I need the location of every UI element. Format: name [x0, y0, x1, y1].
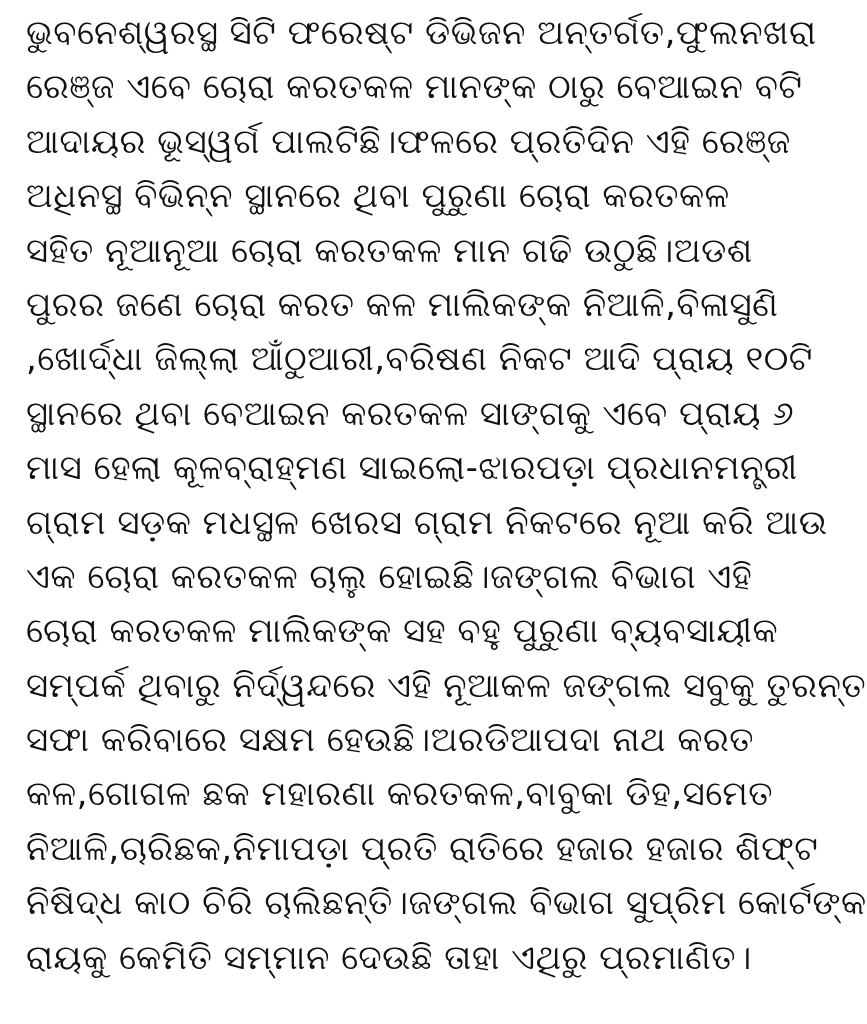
text-line-9: ମାସ ହେଲା କୂଳବ୍ରାହ୍ମଣ ସାଇଲୋ-ଝାରପଡ଼ା ପ୍ରଧାନମନ୍ତ୍ରୀ: [26, 448, 798, 489]
text-line-4: ଅଧିନସ୍ଥ ବିଭିନ୍ନ ସ୍ଥାନରେ ଥିବା ପୁରୁଣା ଚୋରା କରତକଳ: [26, 176, 730, 217]
text-line-3: ଆଦାୟର ଭୂସ୍ୱର୍ଗ ପାଲଟିଛି।ଫଳରେ ପ୍ରତିଦିନ ଏହି ରେଞ୍ଜ: [26, 121, 791, 162]
text-line-1: ଭୁବନେଶ୍ୱରସ୍ଥ ସିଟି ଫରେଷ୍ଟ ଡିଭିଜନ ଅନ୍ତର୍ଗତ,ଫୁଲନଖରା: [26, 13, 817, 53]
text-line-11: ଏକ ଚୋରା କରତକଳ ଚାଲୁ ହୋଇଛି।ଜଙ୍ଗଲ ବିଭାଗ ଏହି: [26, 556, 753, 597]
text-line-15: କଳ,ଗୋଗଳ ଛକ ମହାରଣା କରତକଳ,ବାବୁକା ଡିହ,ସମେତ: [26, 774, 774, 815]
text-line-5: ସହିତ ନୂଆନୂଆ ଚୋରା କରତକଳ ମାନ ଗଢି ଉଠୁଛି।ଅଡଶ: [26, 230, 753, 271]
text-line-13: ସମ୍ପର୍କ ଥିବାରୁ ନିର୍ଦ୍ୱନ୍ଦରେ ଏହି ନୂଆକଳ ଜଙ୍ଗଲ ସବୁକୁ ତୁରନ୍ତ: [26, 665, 867, 706]
text-line-2: ରେଞ୍ଜ ଏବେ ଚୋରା କରତକଳ ମାନଙ୍କ ଠାରୁ ବେଆଇନ ବଟି: [26, 67, 803, 108]
text-line-16: ନିଆଳି,ଚାରିଛକ,ନିମାପଡ଼ା ପ୍ରତି ରାତିରେ ହଜାର ହଜାର ଶିଫ୍ଟ: [26, 828, 819, 869]
text-line-18: ରାୟକୁ କେମିତି ସମ୍ମାନ ଦେଉଛି ତାହା ଏଥିରୁ ପ୍ରମାଣିତ।: [26, 937, 752, 978]
text-line-6: ପୁରର ଜଣେ ଚୋରା କରତ କଳ ମାଲିକଙ୍କ ନିଆଳି,ବିଳାସୁଣି: [26, 284, 779, 325]
text-line-12: ଚୋରା କରତକଳ ମାଲିକଙ୍କ ସହ ବହୁ ପୁରୁଣା ବ୍ୟବସାୟୀକ: [26, 611, 779, 652]
text-line-8: ସ୍ଥାନରେ ଥିବା ବେଆଇନ କରତକଳ ସାଙ୍ଗକୁ ଏବେ ପ୍ରାୟ ୬: [26, 393, 795, 434]
text-line-17: ନିଷିଦ୍ଧ କାଠ ଚିରି ଚାଲିଛନ୍ତି।ଜଙ୍ଗଲ ବିଭାଗ ସୁପ୍ରିମ କୋର୍ଟଙ୍କ: [26, 883, 867, 924]
text-line-7: ,ଖୋର୍ଦ୍ଧା ଜିଲ୍ଲା ଆଁଠୁଆରୀ,ବରିଷଣ ନିକଟ ଆଦି ପ୍ରାୟ ୧୦ଟି: [26, 339, 813, 380]
text-line-10: ଗ୍ରାମ ସଡ଼କ ମଧସ୍ଥଳ ଖେରସ ଗ୍ରାମ ନିକଟରେ ନୂଆ କରି ଆଉ: [26, 502, 828, 543]
text-line-14: ସଫା କରିବାରେ ସକ୍ଷମ ହେଉଛି।ଅରଡିଆପଦା ନାଥ କରତ: [26, 720, 755, 761]
